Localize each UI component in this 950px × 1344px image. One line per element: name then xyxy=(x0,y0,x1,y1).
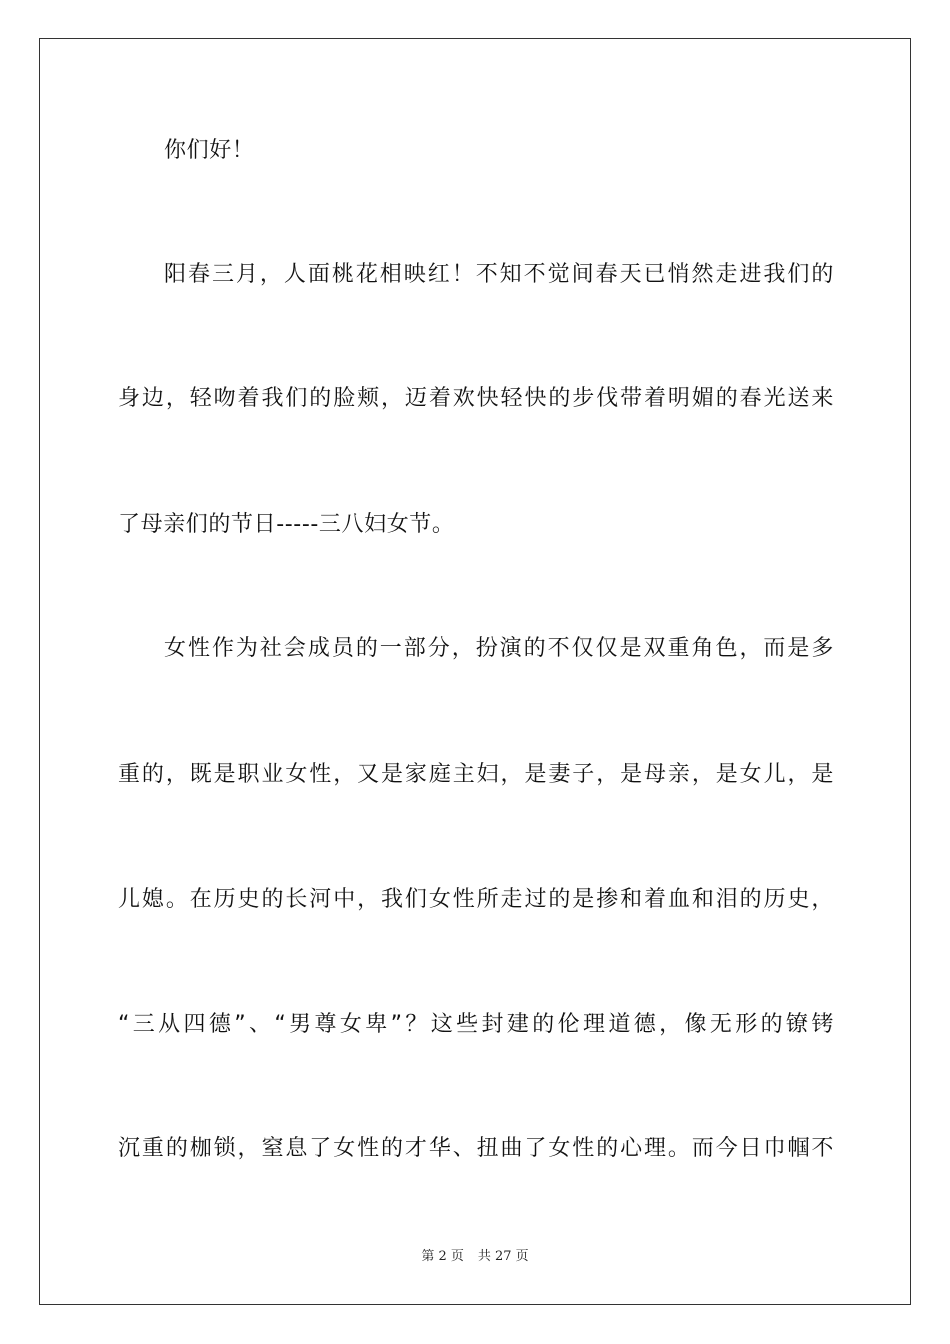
paragraph-line: 儿媳。在历史的长河中，我们女性所走过的是掺和着血和泪的历史， xyxy=(118,887,834,912)
paragraph-line: 了母亲们的节日-----三八妇女节。 xyxy=(118,512,455,537)
page-total: 共 27 页 xyxy=(477,1249,529,1264)
paragraph-line: 身边，轻吻着我们的脸颊，迈着欢快轻快的步伐带着明媚的春光送来 xyxy=(118,386,834,411)
page-border xyxy=(39,38,911,1305)
page-footer xyxy=(0,1248,950,1266)
paragraph-line: “三从四德”、“男尊女卑”？这些封建的伦理道德，像无形的镣铐 xyxy=(118,1012,834,1037)
paragraph-line: 阳春三月，人面桃花相映红！不知不觉间春天已悄然走进我们的 xyxy=(164,262,834,287)
page-number: 第 2 页 xyxy=(421,1249,464,1264)
paragraph-line: 重的，既是职业女性，又是家庭主妇，是妻子，是母亲，是女儿，是 xyxy=(118,762,834,787)
paragraph-line: 女性作为社会成员的一部分，扮演的不仅仅是双重角色，而是多 xyxy=(164,636,834,661)
paragraph-line: 沉重的枷锁，窒息了女性的才华、扭曲了女性的心理。而今日巾帼不 xyxy=(118,1136,834,1161)
greeting-line: 你们好！ xyxy=(164,138,255,163)
